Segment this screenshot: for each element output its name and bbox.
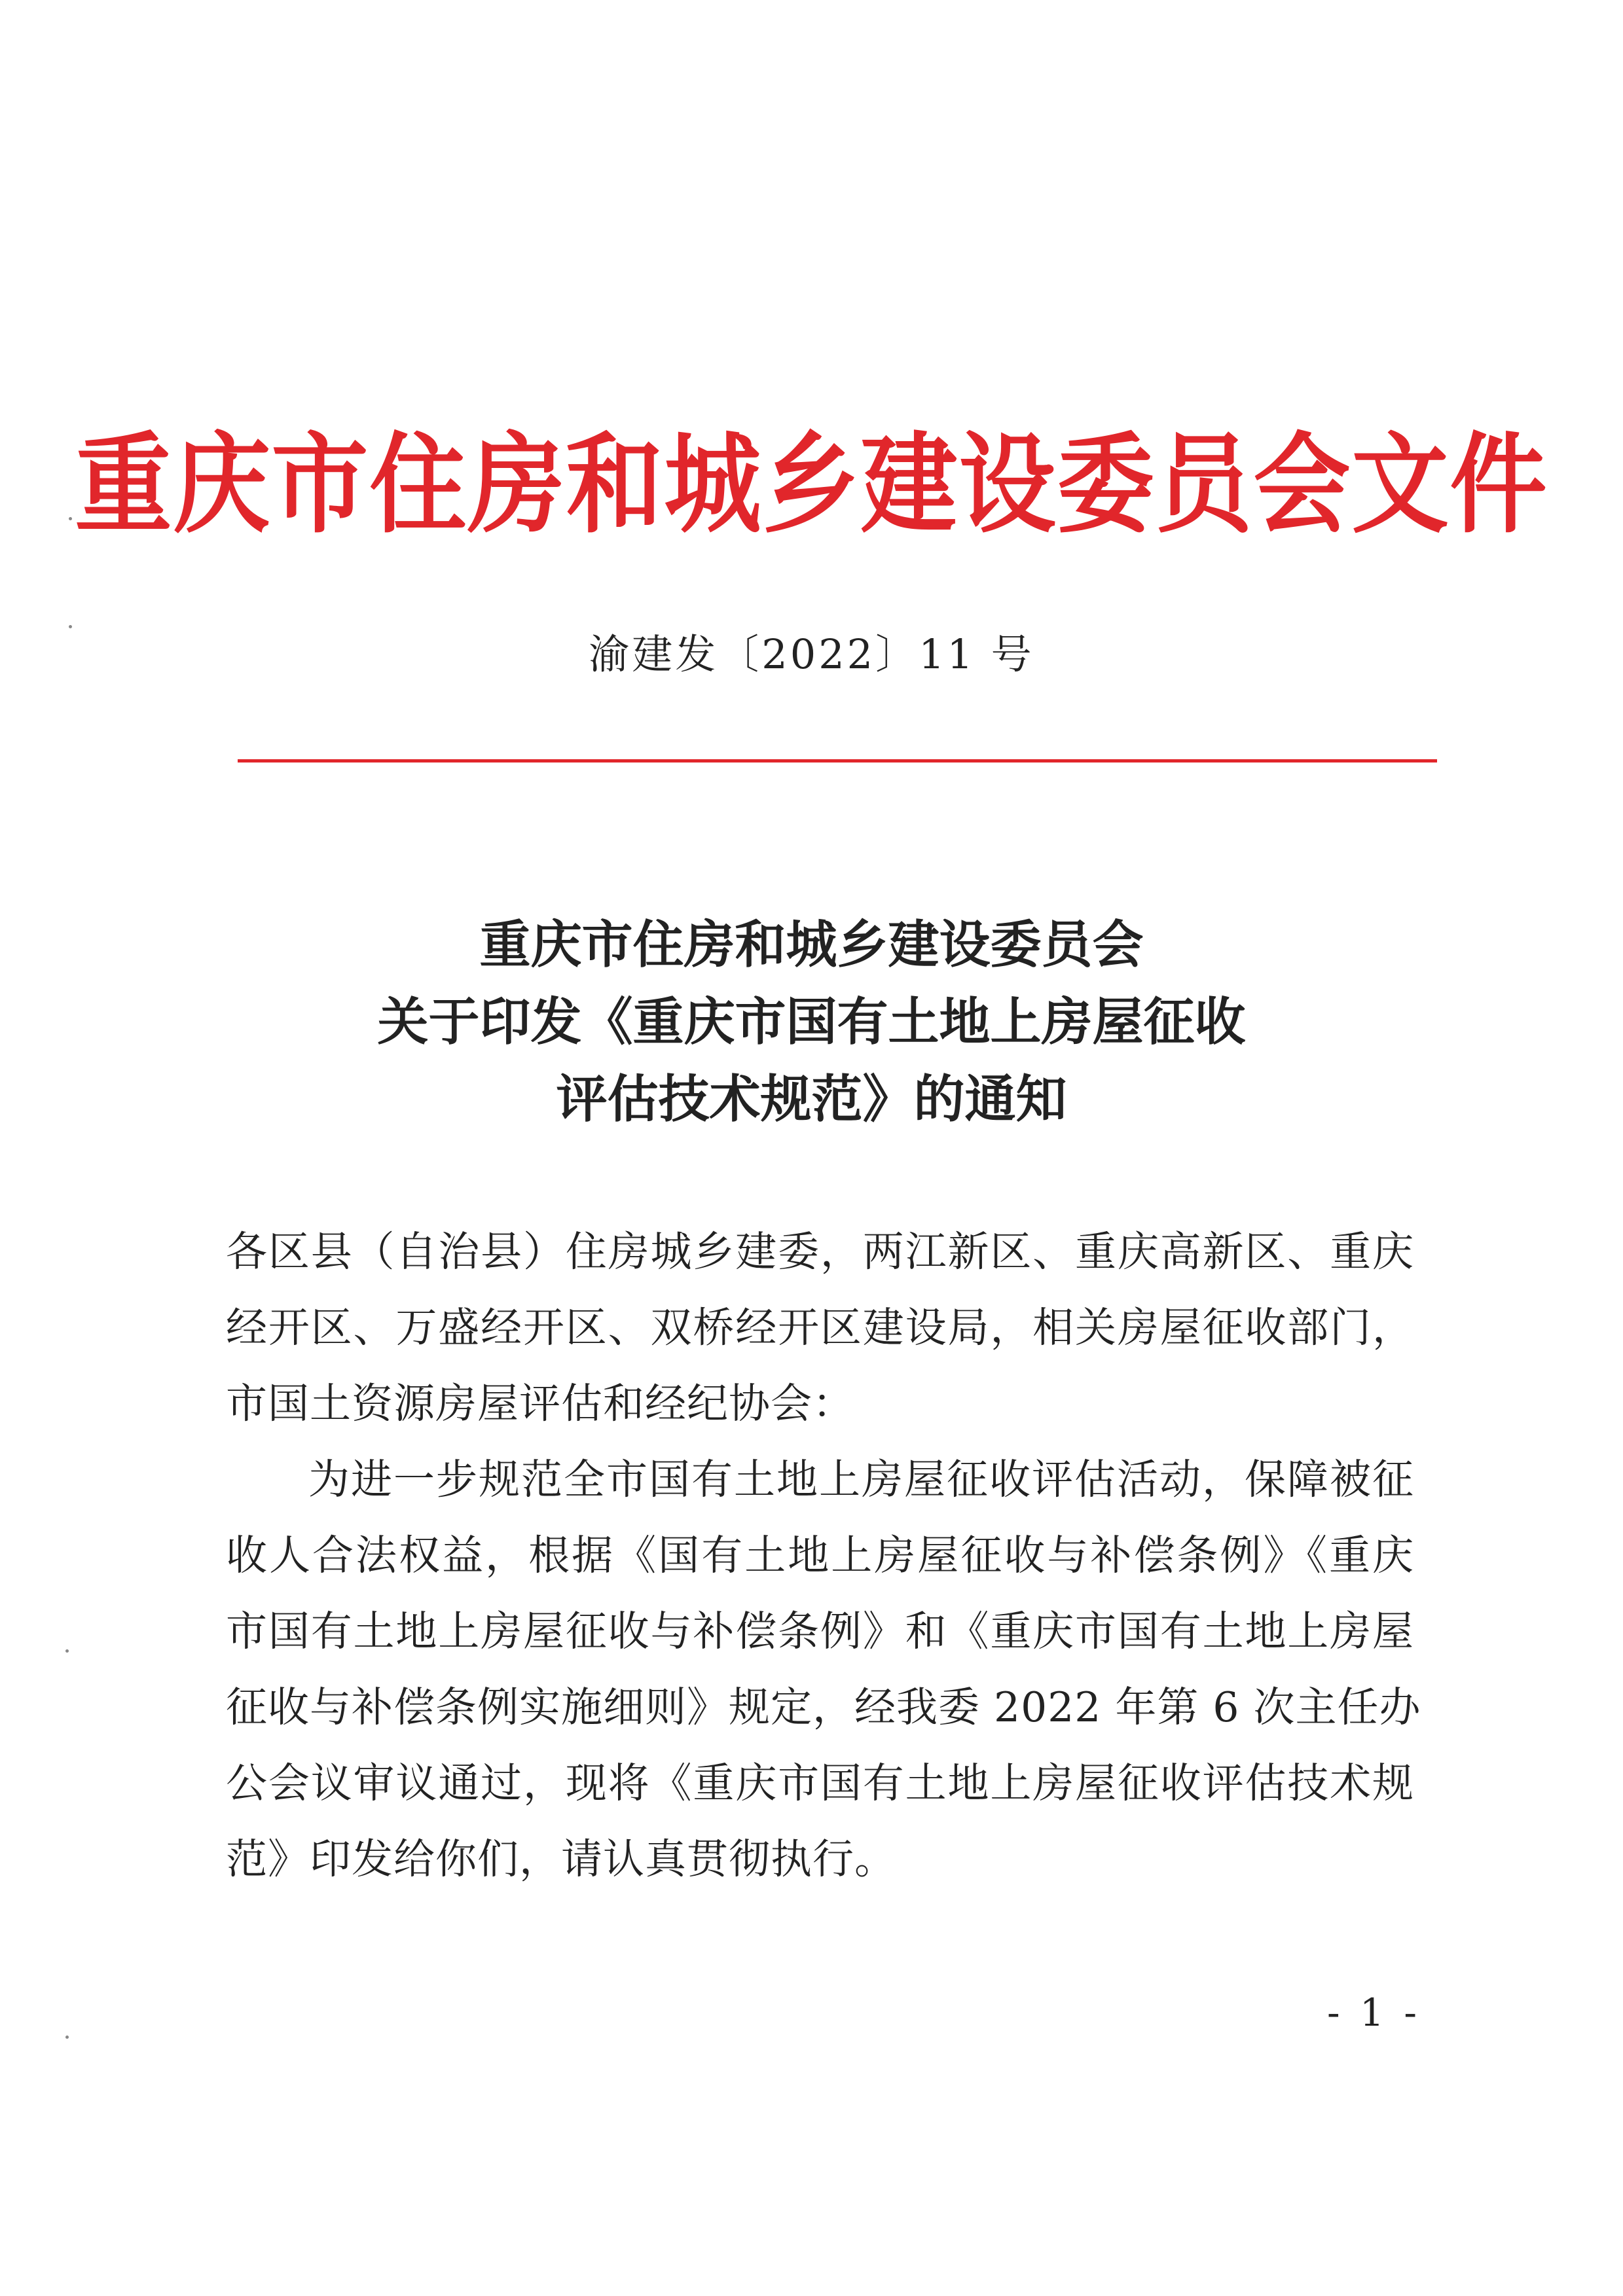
- masthead-title: 重庆市住房和城乡建设委员会文件: [75, 422, 1548, 548]
- paragraph-line: 收人合法权益，根据《国有土地上房屋征收与补偿条例》《重庆: [226, 1532, 1414, 1579]
- notice-body: [226, 1214, 1421, 1897]
- paragraph-line: 公会议审议通过，现将《重庆市国有土地上房屋征收评估技术规: [226, 1759, 1414, 1807]
- notice-title: [0, 906, 1623, 1138]
- title-line: 重庆市住房和城乡建设委员会: [479, 916, 1144, 975]
- addressee-line: 经开区、万盛经开区、双桥经开区建设局，相关房屋征收部门，: [226, 1304, 1414, 1352]
- paragraph-line: 市国有土地上房屋征收与补偿条例》和《重庆市国有土地上房屋: [226, 1607, 1414, 1655]
- document-number: 渝建发〔2022〕11 号: [589, 630, 1034, 678]
- paragraph-line: 为进一步规范全市国有土地上房屋征收评估活动，保障被征: [308, 1456, 1414, 1503]
- red-divider: [238, 759, 1437, 762]
- title-line: 关于印发《重庆市国有土地上房屋征收: [377, 993, 1246, 1052]
- title-line: 评估技术规范》的通知: [556, 1070, 1067, 1129]
- addressee-line: 各区县（自治县）住房城乡建委，两江新区、重庆高新区、重庆: [226, 1228, 1414, 1276]
- page-number: - 1 -: [1327, 1990, 1421, 2035]
- scan-speck: [65, 2036, 69, 2039]
- paragraph-line: 范》印发给你们，请认真贯彻执行。: [226, 1835, 896, 1883]
- scan-speck: [65, 1649, 69, 1653]
- paragraph-line: 征收与补偿条例实施细则》规定，经我委 2022 年第 6 次主任办: [226, 1683, 1421, 1731]
- addressee-line: 市国土资源房屋评估和经纪协会：: [226, 1380, 854, 1427]
